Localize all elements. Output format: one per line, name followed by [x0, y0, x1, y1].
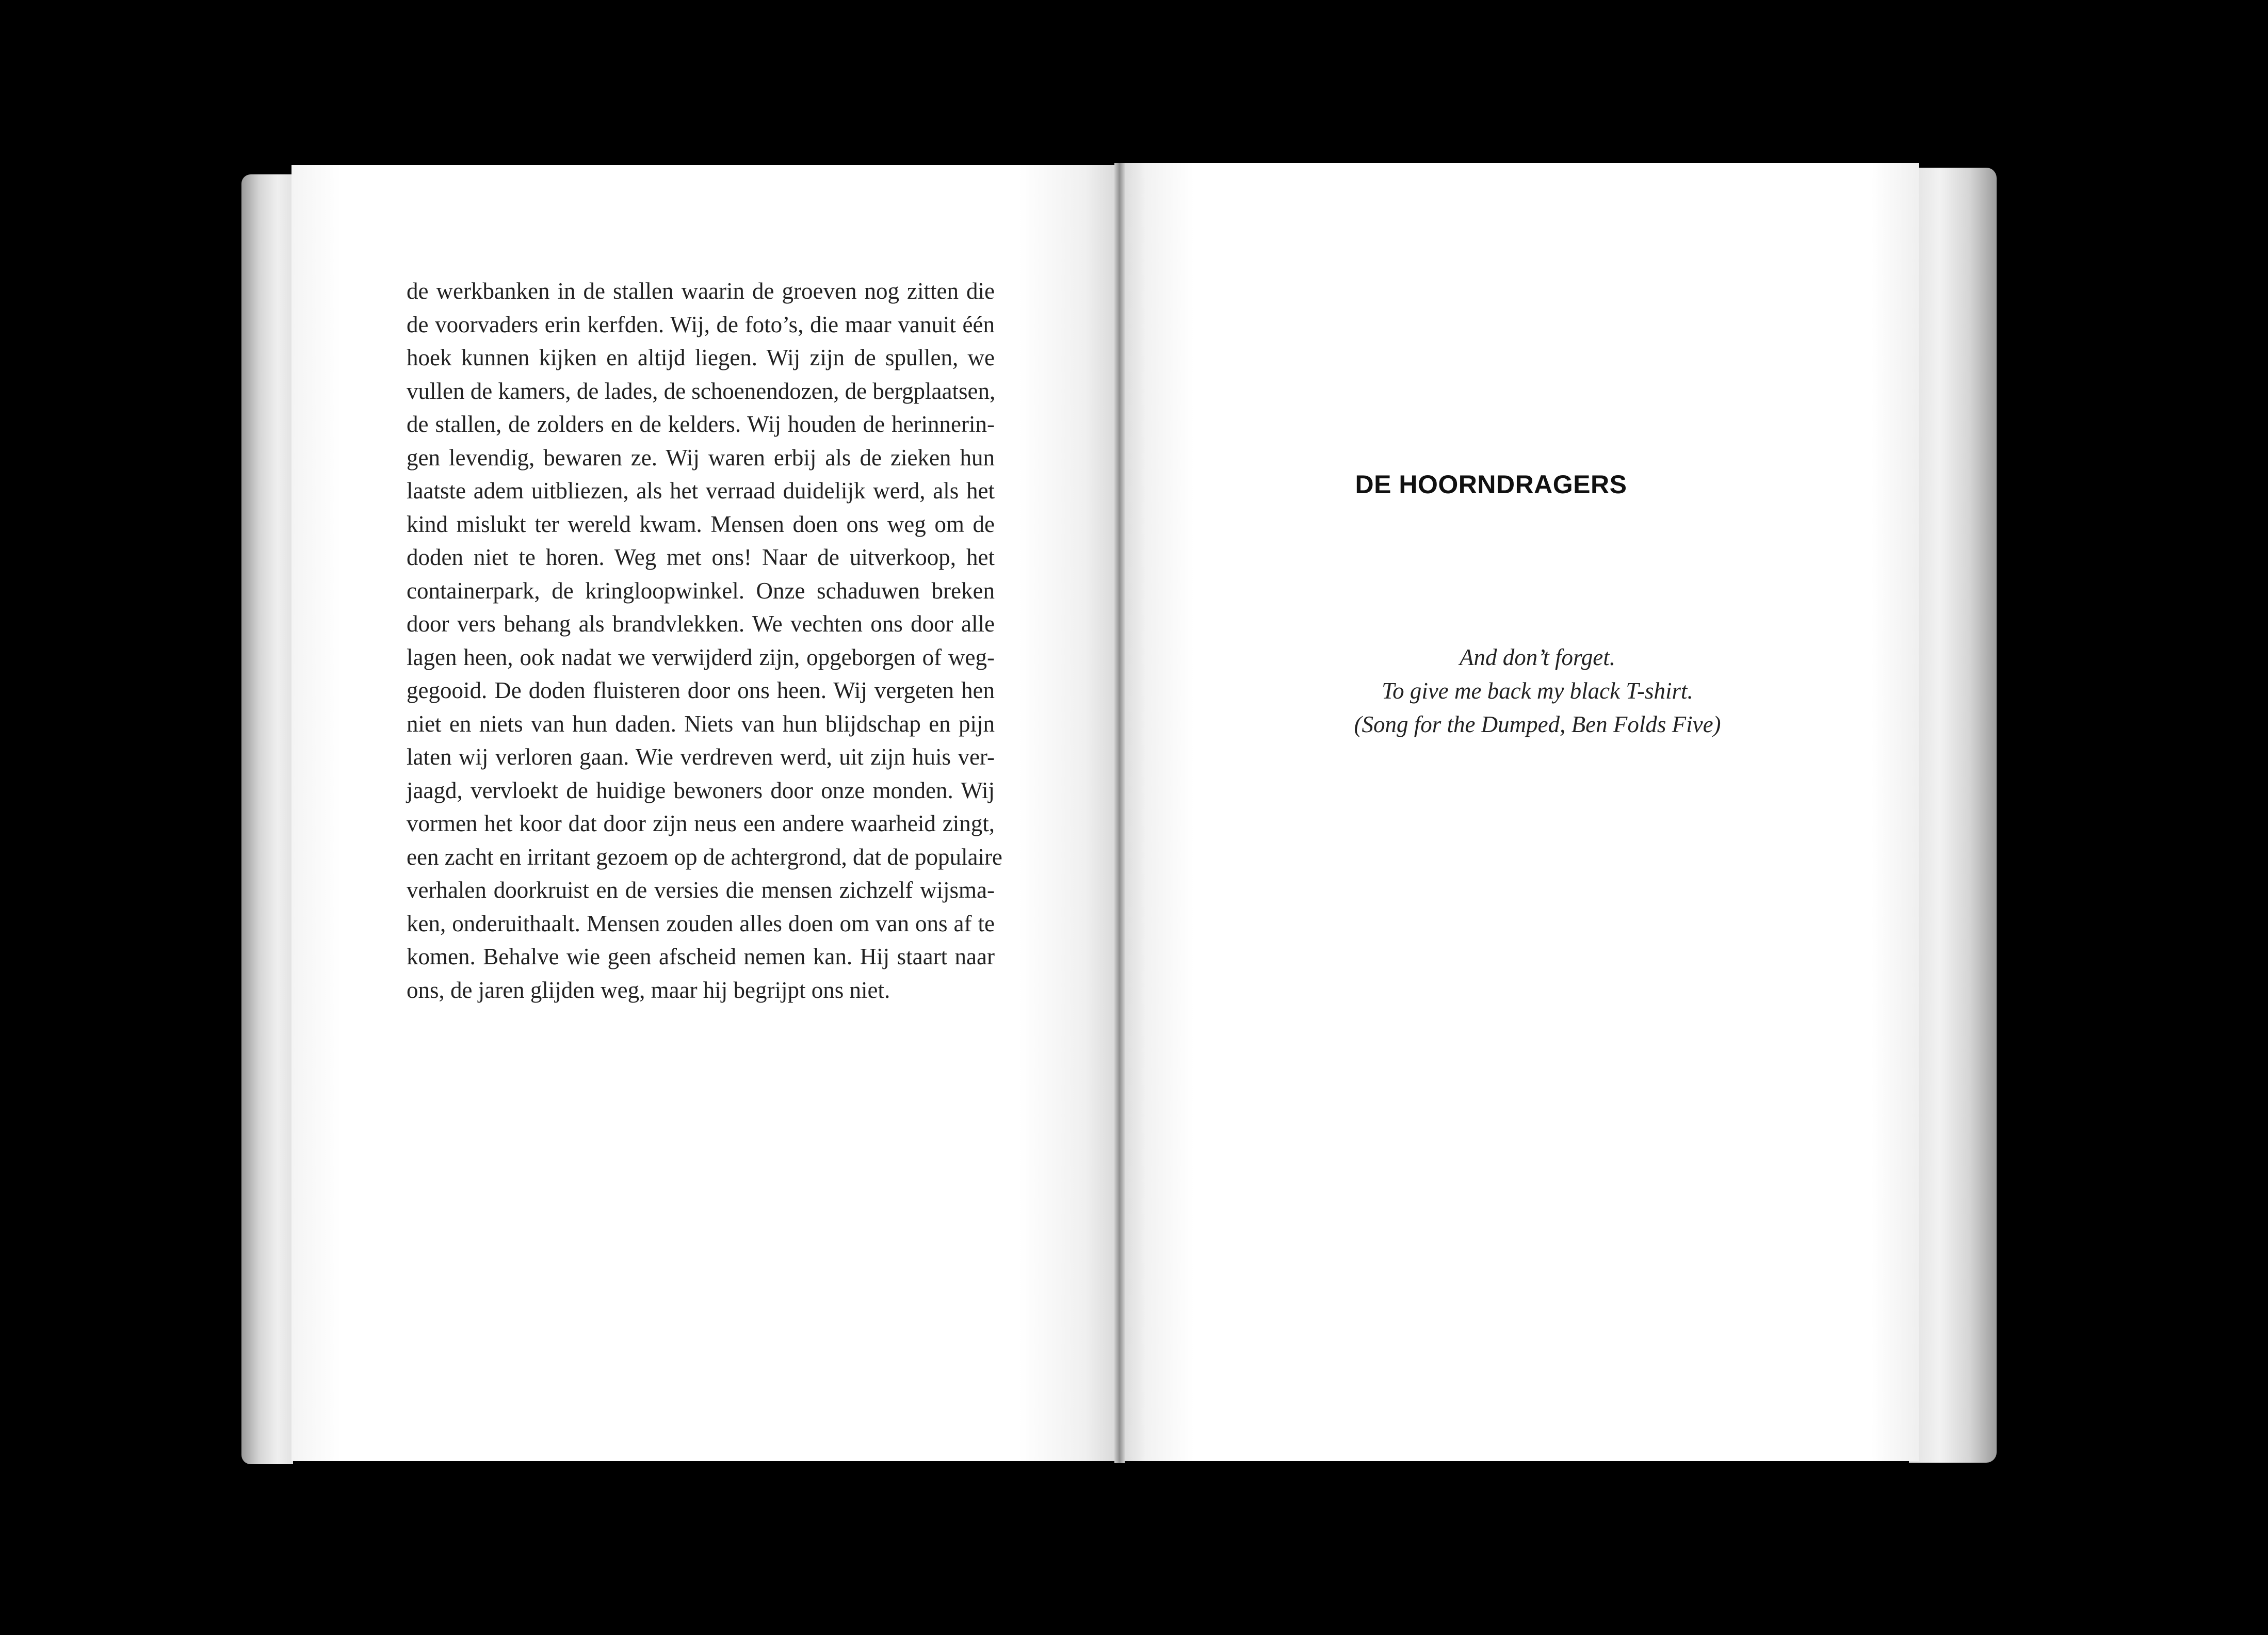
text-line: vullen de kamers, de lades, de schoenendozen, de bergplaatsen, [407, 378, 996, 404]
text-line: jaagd, vervloekt de huidige bewoners door onze monden. Wij [407, 777, 995, 803]
text-line: laatste adem uitbliezen, als het verraad duidelijk werd, als het [407, 478, 995, 504]
right-page [1122, 163, 1919, 1461]
text-line: ken, onderuithaalt. Mensen zouden alles doen om van ons af te [407, 910, 995, 936]
text-line: laten wij verloren gaan. Wie verdreven werd, uit zijn huis ver- [407, 744, 995, 770]
text-line: de werkbanken in de stallen waarin de groeven nog zitten die [407, 278, 995, 304]
epigraph-source: (Song for the Dumped, Ben Folds Five) [1354, 711, 1721, 737]
text-line: lagen heen, ook nadat we verwijderd zijn, opgeborgen of weg- [407, 644, 995, 670]
epigraph-line: To give me back my black T-shirt. [1382, 678, 1693, 704]
text-line: verhalen doorkruist en de versies die mensen zichzelf wijsma- [407, 877, 995, 903]
text-line: de stallen, de zolders en de kelders. Wij houden de herinnerin- [407, 411, 995, 437]
text-line: ons, de jaren glijden weg, maar hij begrijpt ons niet. [407, 977, 890, 1003]
text-line: niet en niets van hun daden. Niets van hun blijdschap en pijn [407, 710, 995, 737]
text-line: kind mislukt ter wereld kwam. Mensen doen ons weg om de [407, 511, 995, 537]
book-gutter [1114, 163, 1125, 1463]
text-line: doden niet te horen. Weg met ons! Naar de uitverkoop, het [407, 544, 995, 570]
text-line: hoek kunnen kijken en altijd liegen. Wij zijn de spullen, we [407, 345, 995, 370]
text-line: de voorvaders erin kerfden. Wij, de foto’s, die maar vanuit één [407, 311, 995, 337]
text-line: een zacht en irritant gezoem op de achtergrond, dat de populaire [407, 844, 1002, 870]
right-page-block-edge [1909, 168, 1997, 1463]
text-line: gegooid. De doden fluisteren door ons heen. Wij vergeten hen [407, 677, 995, 703]
left-page-body-text [407, 274, 1002, 1007]
text-line: vormen het koor dat door zijn neus een andere waarheid zingt, [407, 811, 995, 836]
text-line: gen levendig, bewaren ze. Wij waren erbij als de zieken hun [407, 444, 995, 471]
text-line: door vers behang als brandvlekken. We vechten ons door alle [407, 611, 995, 637]
text-line: komen. Behalve wie geen afscheid nemen kan. Hij staart naar [407, 944, 995, 969]
text-line: containerpark, de kringloopwinkel. Onze schaduwen breken [407, 577, 995, 604]
epigraph-line: And don’t forget. [1459, 644, 1616, 670]
epigraph [1279, 641, 1795, 741]
left-page-block-edge [241, 174, 293, 1464]
chapter-title: DE HOORNDRAGERS [1355, 470, 1627, 499]
